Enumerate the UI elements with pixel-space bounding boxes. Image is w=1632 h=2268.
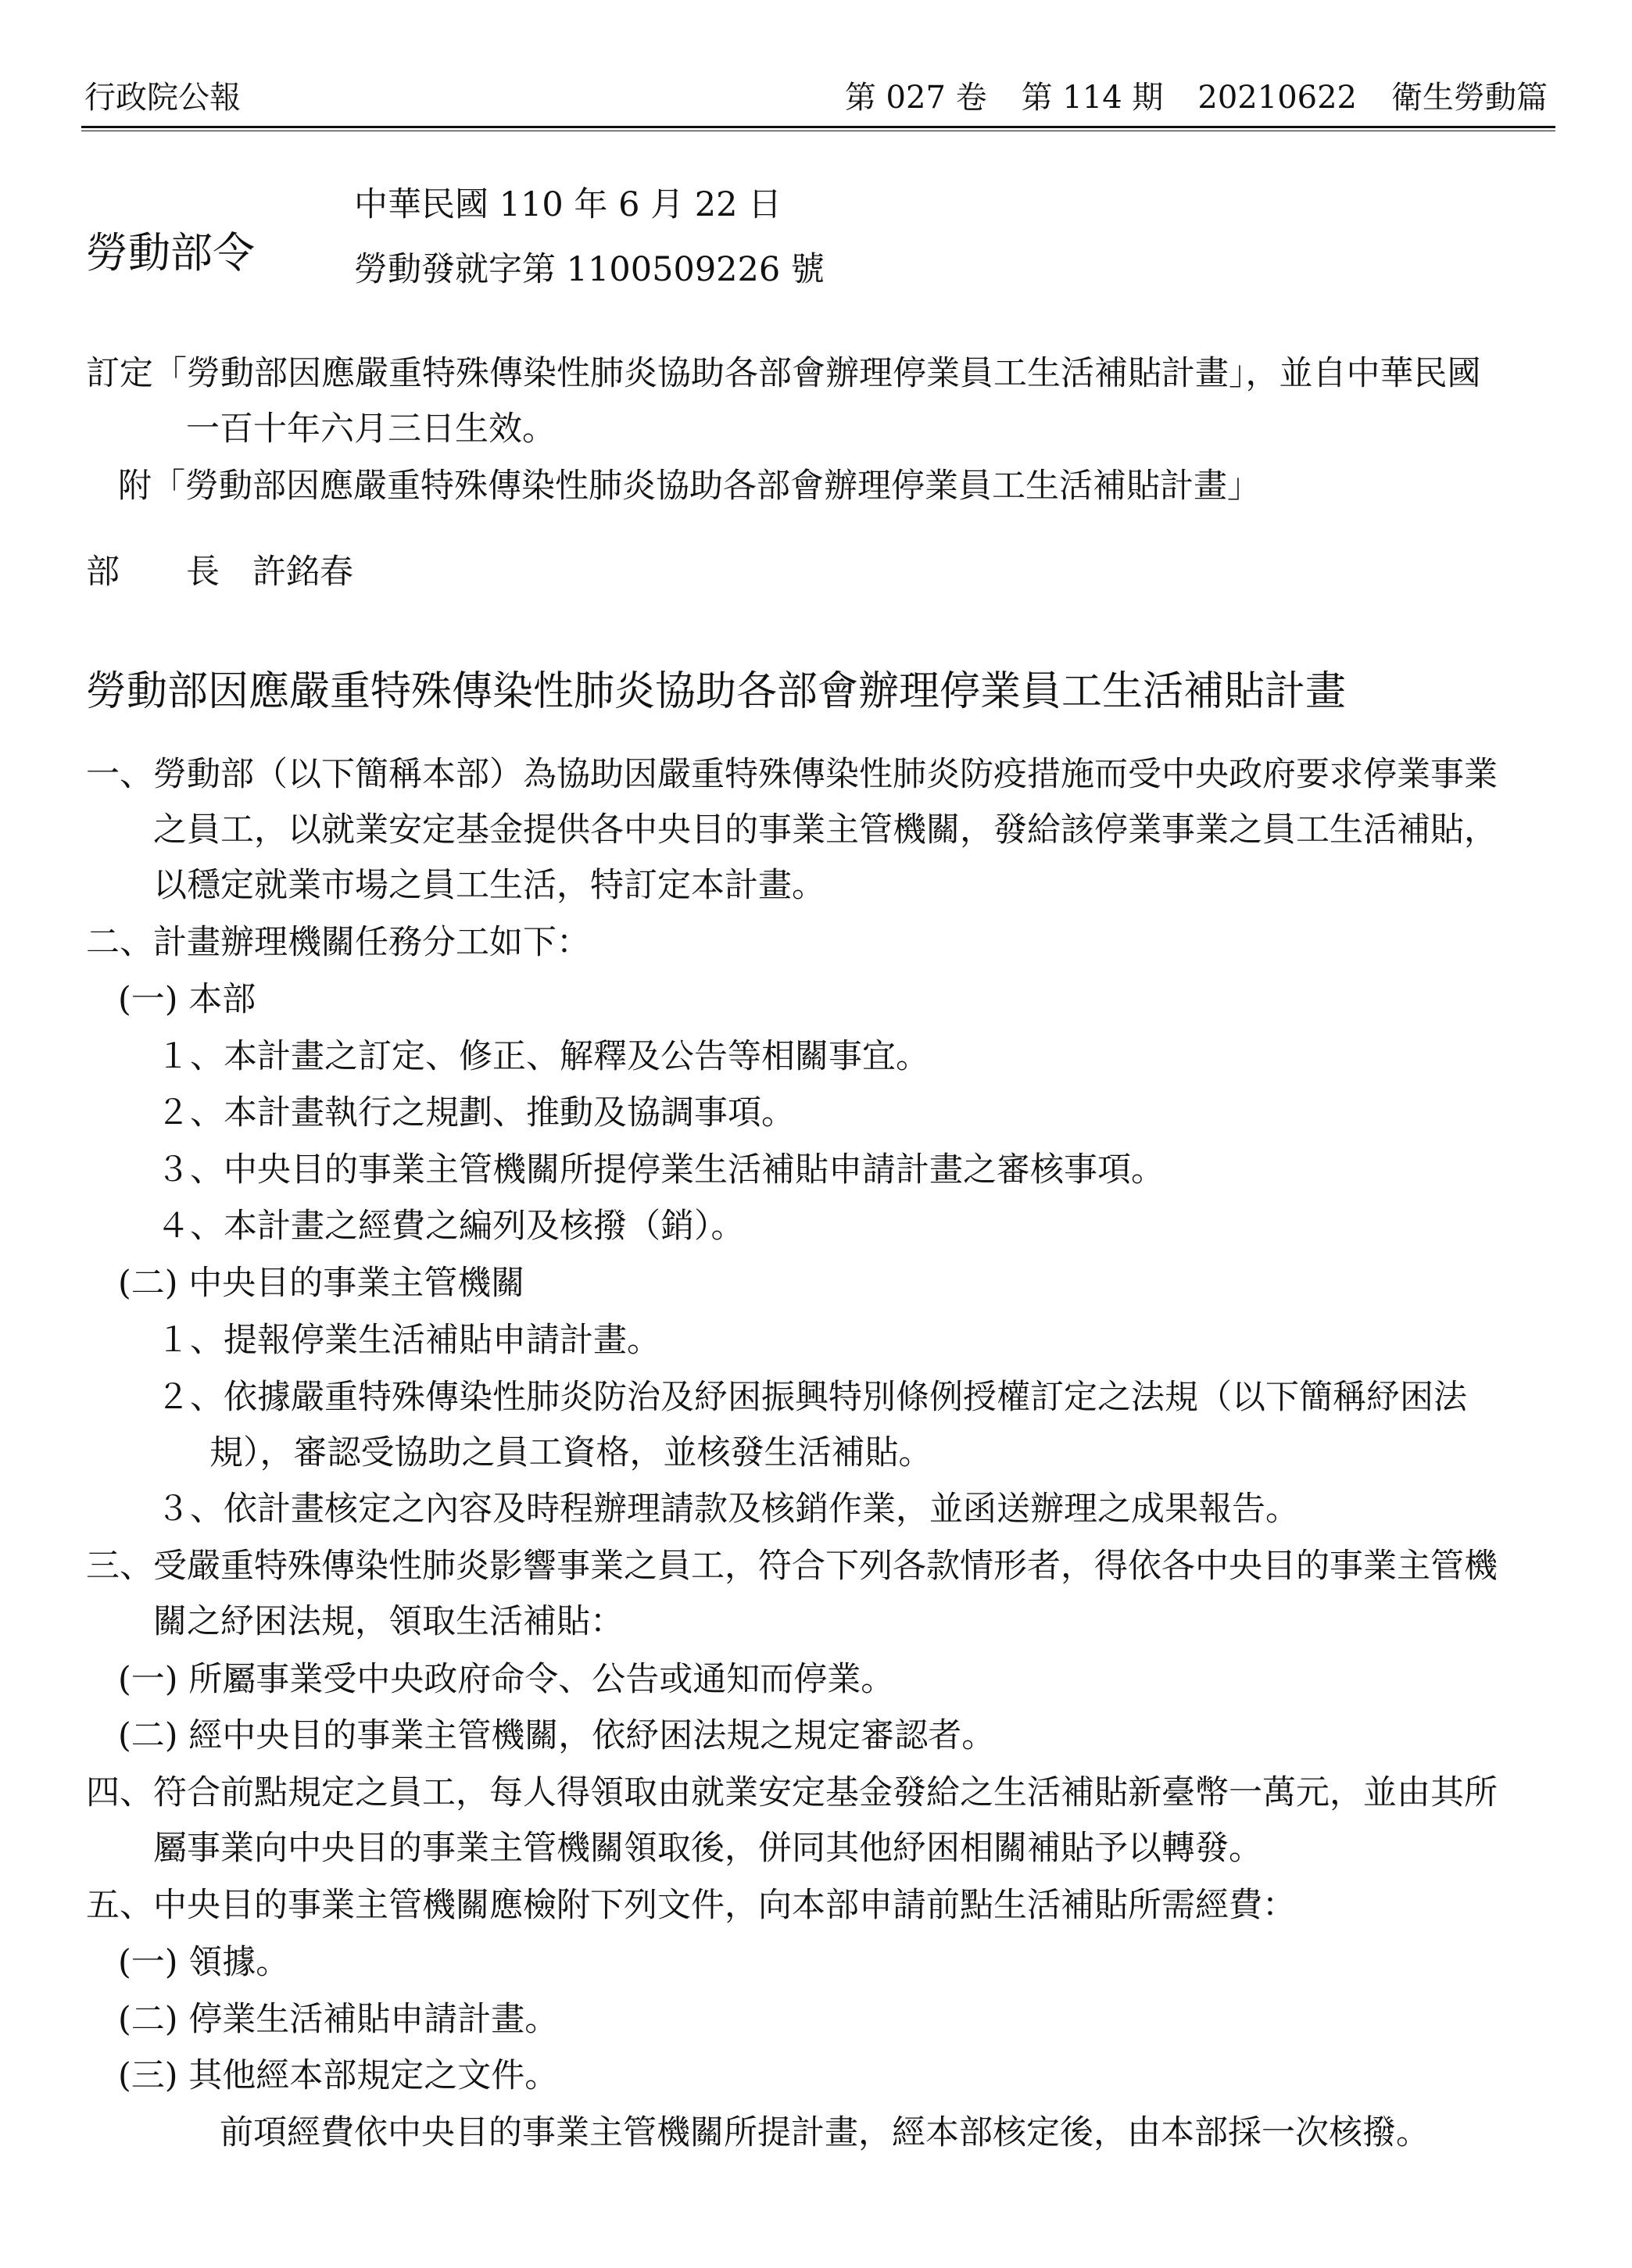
plan-line: １、提報停業生活補貼申請計畫。 bbox=[156, 1321, 660, 1360]
plan-line: (一) 本部 bbox=[118, 980, 256, 1019]
plan-line: ３、中央目的事業主管機關所提停業生活補貼申請計畫之審核事項。 bbox=[156, 1150, 1165, 1189]
plan-line: 以穩定就業市場之員工生活，特訂定本計畫。 bbox=[153, 866, 825, 905]
plan-line: ４、本計畫之經費之編列及核撥（銷）。 bbox=[156, 1207, 745, 1246]
plan-title: 勞動部因應嚴重特殊傳染性肺炎協助各部會辦理停業員工生活補貼計畫 bbox=[86, 668, 1347, 715]
minister-name: 許銘春 bbox=[252, 553, 353, 592]
section-label: 衛生勞動篇 bbox=[1391, 80, 1548, 116]
order-date: 中華民國 110 年 6 月 22 日 bbox=[354, 185, 782, 224]
plan-line: (三) 其他經本部規定之文件。 bbox=[118, 2056, 559, 2095]
minister-role-2: 長 bbox=[186, 553, 220, 592]
plan-line: ２、本計畫執行之規劃、推動及協調事項。 bbox=[156, 1093, 795, 1132]
header-rule bbox=[81, 126, 1555, 128]
issue-info bbox=[845, 78, 1548, 117]
plan-line: ２、依據嚴重特殊傳染性肺炎防治及紓困振興特別條例授權訂定之法規（以下簡稱紓困法 bbox=[156, 1378, 1467, 1417]
plan-line: 之員工，以就業安定基金提供各中央目的事業主管機關，發給該停業事業之員工生活補貼， bbox=[153, 810, 1498, 850]
plan-line: (二) 經中央目的事業主管機關，依紓困法規之規定審認者。 bbox=[118, 1716, 996, 1755]
decree-attachment: 附「勞動部因應嚴重特殊傳染性肺炎協助各部會辦理停業員工生活補貼計畫」 bbox=[118, 467, 1261, 506]
plan-line: 四、符合前點規定之員工，每人得領取由就業安定基金發給之生活補貼新臺幣一萬元，並由其所 bbox=[86, 1773, 1498, 1812]
plan-line: ３、依計畫核定之內容及時程辦理請款及核銷作業，並函送辦理之成果報告。 bbox=[156, 1490, 1299, 1529]
publication-name: 行政院公報 bbox=[84, 80, 241, 116]
decree-line-2: 一百十年六月三日生效。 bbox=[186, 410, 556, 449]
plan-line: (二) 停業生活補貼申請計畫。 bbox=[118, 2000, 559, 2039]
plan-line: (一) 領據。 bbox=[118, 1943, 290, 1982]
plan-line: (一) 所屬事業受中央政府命令、公告或通知而停業。 bbox=[118, 1660, 895, 1699]
minister-role-1: 部 bbox=[86, 553, 120, 592]
issue-date: 20210622 bbox=[1197, 80, 1357, 116]
plan-line: 前項經費依中央目的事業主管機關所提計畫，經本部核定後，由本部採一次核撥。 bbox=[220, 2113, 1430, 2152]
issue-label: 第 114 期 bbox=[1021, 80, 1164, 116]
plan-line: 一、勞動部（以下簡稱本部）為協助因嚴重特殊傳染性肺炎防疫措施而受中央政府要求停業事業 bbox=[86, 755, 1498, 794]
plan-line: 三、受嚴重特殊傳染性肺炎影響事業之員工，符合下列各款情形者，得依各中央目的事業主管機 bbox=[86, 1547, 1498, 1586]
plan-line: １、本計畫之訂定、修正、解釋及公告等相關事宜。 bbox=[156, 1037, 929, 1076]
plan-line: 關之紓困法規，領取生活補貼： bbox=[153, 1602, 624, 1641]
order-title: 勞動部令 bbox=[86, 228, 255, 277]
plan-line: (二) 中央目的事業主管機關 bbox=[118, 1264, 525, 1303]
volume-label: 第 027 卷 bbox=[844, 80, 987, 116]
plan-line: 二、計畫辦理機關任務分工如下： bbox=[86, 923, 590, 962]
decree-line-1: 訂定「勞動部因應嚴重特殊傳染性肺炎協助各部會辦理停業員工生活補貼計畫」，並自中華民國 bbox=[86, 354, 1481, 393]
plan-line: 規），審認受協助之員工資格，並核發生活補貼。 bbox=[209, 1433, 932, 1472]
plan-line: 五、中央目的事業主管機關應檢附下列文件，向本部申請前點生活補貼所需經費： bbox=[86, 1886, 1296, 1925]
order-number: 勞動發就字第 1100509226 號 bbox=[354, 250, 825, 289]
plan-line: 屬事業向中央目的事業主管機關領取後，併同其他紓困相關補貼予以轉發。 bbox=[153, 1829, 1262, 1868]
